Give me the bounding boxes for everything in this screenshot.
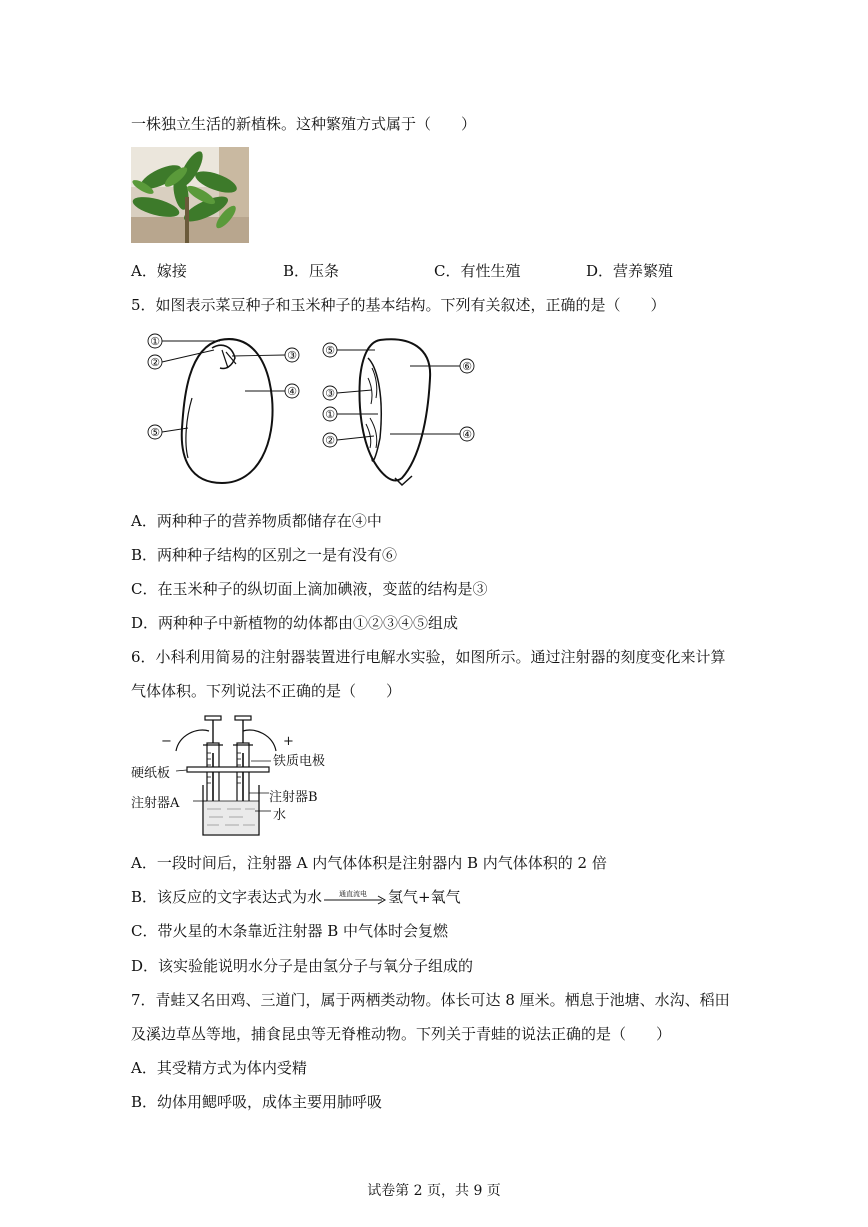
q6-stem-line1: 6．小科利用简易的注射器装置进行电解水实验，如图所示。通过注射器的刻度变化来计算 bbox=[131, 648, 726, 666]
q6-option-c[interactable]: C．带火星的木条靠近注射器 B 中气体时会复燃 bbox=[131, 922, 449, 940]
q4-option-b[interactable]: B．压条 bbox=[283, 262, 340, 280]
q7-option-b[interactable]: B．幼体用鳃呼吸，成体主要用肺呼吸 bbox=[131, 1093, 383, 1111]
bean-label-4: ④ bbox=[287, 385, 297, 398]
plus-sign: + bbox=[283, 734, 294, 749]
page-footer: 试卷第 2 页，共 9 页 bbox=[367, 1183, 501, 1199]
q5-option-b[interactable]: B．两种种子结构的区别之一是有没有⑥ bbox=[131, 546, 398, 564]
electrolysis-diagram bbox=[131, 713, 341, 843]
q5-option-d[interactable]: D．两种种子中新植物的幼体都由①②③④⑤组成 bbox=[131, 614, 459, 632]
q6-option-b-prefix: B．该反应的文字表达式为水 bbox=[131, 888, 323, 906]
q6-option-b-suffix: 氢气+氧气 bbox=[388, 888, 461, 906]
q6-option-a[interactable]: A．一段时间后，注射器 A 内气体体积是注射器内 B 内气体体积的 2 倍 bbox=[131, 854, 607, 872]
reaction-arrow bbox=[322, 887, 388, 907]
q7-option-a[interactable]: A．其受精方式为体内受精 bbox=[131, 1059, 307, 1077]
q5-option-c[interactable]: C．在玉米种子的纵切面上滴加碘液，变蓝的结构是③ bbox=[131, 580, 488, 598]
corn-label-1: ① bbox=[325, 408, 335, 421]
corn-label-6: ⑥ bbox=[462, 360, 472, 373]
label-board: 硬纸板 bbox=[131, 766, 171, 781]
label-syringe-a: 注射器A bbox=[131, 796, 180, 811]
bean-label-3: ③ bbox=[287, 349, 297, 362]
label-water: 水 bbox=[273, 808, 287, 823]
bean-label-1: ① bbox=[150, 335, 160, 348]
corn-label-3: ③ bbox=[325, 387, 335, 400]
q5-stem: 5．如图表示菜豆种子和玉米种子的基本结构。下列有关叙述，正确的是（ ） bbox=[131, 296, 666, 314]
q4-stem-tail: 一株独立生活的新植株。这种繁殖方式属于（ ） bbox=[131, 115, 477, 133]
corn-label-4: ④ bbox=[462, 428, 472, 441]
q7-stem-line2: 及溪边草丛等地，捕食昆虫等无脊椎动物。下列关于青蛙的说法正确的是（ ） bbox=[131, 1025, 672, 1043]
bean-label-2: ② bbox=[150, 356, 160, 369]
q4-option-d[interactable]: D．营养繁殖 bbox=[586, 262, 674, 280]
plant-photo bbox=[131, 147, 249, 243]
minus-sign: − bbox=[161, 734, 172, 749]
bean-label-5: ⑤ bbox=[150, 426, 160, 439]
q4-options bbox=[131, 260, 751, 280]
seed-diagram bbox=[140, 328, 490, 493]
q6-option-b[interactable] bbox=[131, 887, 461, 907]
q7-stem-line1: 7．青蛙又名田鸡、三道门，属于两栖类动物。体长可达 8 厘米。栖息于池塘、水沟、稻田 bbox=[131, 991, 730, 1009]
label-electrode: 铁质电极 bbox=[273, 754, 326, 769]
q4-option-c[interactable]: C．有性生殖 bbox=[434, 262, 521, 280]
label-syringe-b: 注射器B bbox=[269, 790, 318, 805]
q5-option-a[interactable]: A．两种种子的营养物质都储存在④中 bbox=[131, 512, 382, 530]
q4-option-a[interactable]: A．嫁接 bbox=[131, 262, 187, 280]
corn-label-2: ② bbox=[325, 434, 335, 447]
q6-stem-line2: 气体体积。下列说法不正确的是（ ） bbox=[131, 682, 402, 700]
reaction-condition: 通直流电 bbox=[339, 890, 368, 898]
q6-option-d[interactable]: D．该实验能说明水分子是由氢分子与氧分子组成的 bbox=[131, 957, 474, 975]
corn-label-5: ⑤ bbox=[325, 344, 335, 357]
